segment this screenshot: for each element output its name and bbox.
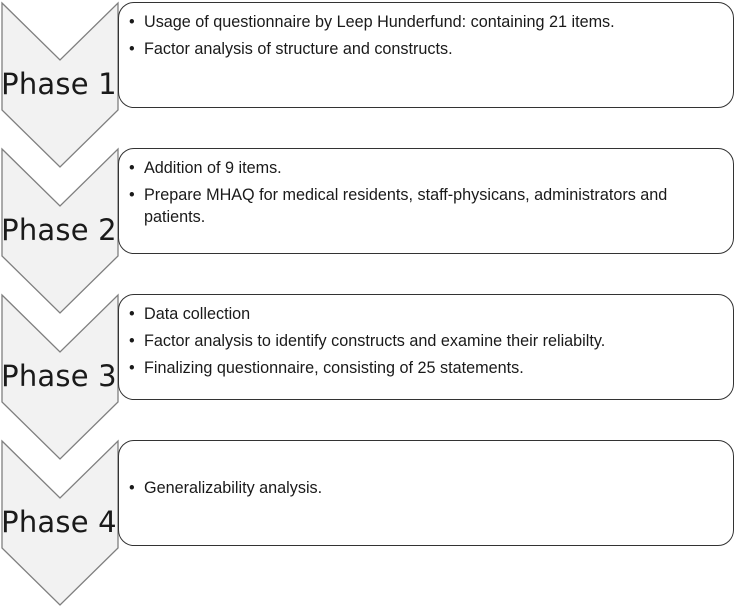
phase-2-description-box bbox=[118, 148, 734, 254]
phase-1-bullet-2: • Factor analysis of structure and constructs. bbox=[129, 38, 717, 60]
phase-4-bullet-list bbox=[129, 477, 322, 504]
phase-row-2 bbox=[0, 146, 737, 292]
phase-row-4 bbox=[0, 438, 737, 584]
phase-2-label: Phase 2 bbox=[1, 213, 117, 247]
phase-1-label: Phase 1 bbox=[1, 67, 117, 101]
phase-3-bullet-3: • Finalizing questionnaire, consisting of 25 statements. bbox=[129, 357, 717, 379]
phase-3-label: Phase 3 bbox=[1, 359, 117, 393]
phase-1-bullet-1: • Usage of questionnaire by Leep Hunderfund: containing 21 items. bbox=[129, 11, 717, 33]
phase-2-bullet-2: • Prepare MHAQ for medical residents, staff-physicans, administrators and patients. bbox=[129, 184, 717, 228]
phase-3-description-box bbox=[118, 294, 734, 400]
phase-1-description-box bbox=[118, 2, 734, 108]
phase-3-bullet-2: • Factor analysis to identify constructs and examine their reliabilty. bbox=[129, 330, 717, 352]
phase-3-bullet-1: • Data collection bbox=[129, 303, 717, 325]
phase-row-1 bbox=[0, 0, 737, 146]
phase-row-3 bbox=[0, 292, 737, 438]
phase-1-bullet-list bbox=[129, 11, 717, 60]
phase-2-bullet-1: • Addition of 9 items. bbox=[129, 157, 717, 179]
phase-3-bullet-list bbox=[129, 303, 717, 379]
phase-4-label: Phase 4 bbox=[1, 505, 117, 539]
phase-2-bullet-list bbox=[129, 157, 717, 228]
phase-4-description-box bbox=[118, 440, 734, 546]
phase-4-bullet-1: • Generalizability analysis. bbox=[129, 477, 322, 499]
